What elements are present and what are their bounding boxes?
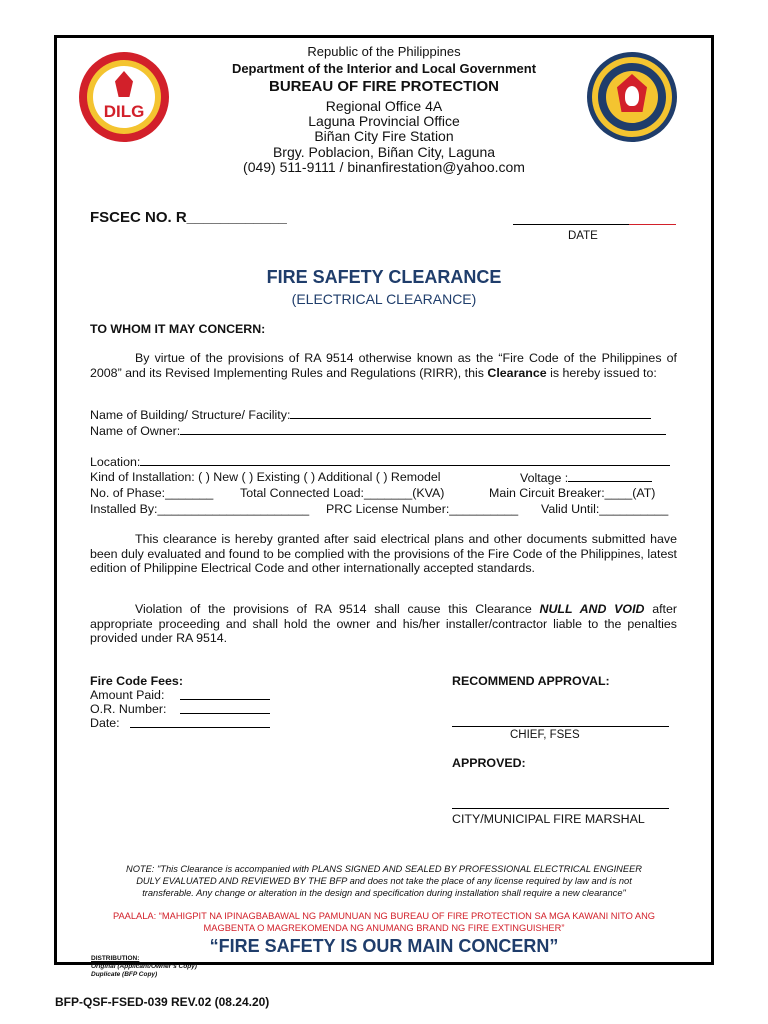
evaluation-paragraph: This clearance is hereby granted after said electrical plans and other documents submitted have been duly evaluated and found to be complied with the provisions of the Fire Code of the Philippines, latest edition of Philippine Electrical Code and other internationally accepted standards.	[90, 532, 677, 575]
location-line[interactable]	[140, 454, 670, 466]
voltage-field	[520, 470, 652, 485]
note-line-2: DULY EVALUATED AND REVIEWED BY THE BFP and does not take the place of any license required by law and is not	[136, 876, 632, 886]
owner-label: Name of Owner:	[90, 424, 181, 438]
note-line-1: NOTE: "This Clearance is accompanied with PLANS SIGNED AND SEALED BY PROFESSIONAL ELECTRICAL ENGINEER	[125, 864, 642, 874]
provincial-line: Laguna Provincial Office	[308, 113, 460, 129]
approved-label: APPROVED:	[452, 756, 526, 770]
clearance-subtitle: (ELECTRICAL CLEARANCE)	[291, 291, 477, 307]
amount-paid-label: Amount Paid:	[90, 688, 165, 702]
date-underline	[513, 224, 629, 225]
republic-line: Republic of the Philippines	[307, 44, 461, 59]
fire-marshal-label: CITY/MUNICIPAL FIRE MARSHAL	[452, 812, 645, 826]
amount-paid-line[interactable]	[180, 688, 270, 700]
load-field: Total Connected Load:_______(KVA)	[240, 486, 445, 500]
building-field	[90, 407, 651, 422]
bureau-line: BUREAU OF FIRE PROTECTION	[268, 78, 499, 95]
intro-text: By virtue of the provisions of RA 9514 otherwise known as the “Fire Code of the Philippines of 2008” and its Revised Implementing Rules and Regulations (RIRR), this	[90, 351, 677, 380]
intro-bold: Clearance	[487, 365, 547, 380]
salutation: TO WHOM IT MAY CONCERN:	[90, 322, 266, 336]
breaker-field: Main Circuit Breaker:____(AT)	[489, 486, 656, 500]
slogan: “FIRE SAFETY IS OUR MAIN CONCERN”	[209, 936, 559, 956]
fee-date-label: Date:	[90, 716, 120, 730]
form-code: BFP-QSF-FSED-039 REV.02 (08.24.20)	[55, 995, 270, 1009]
date-label: DATE	[568, 230, 598, 242]
fees-title: Fire Code Fees:	[90, 674, 183, 688]
marshal-signature-line[interactable]	[452, 808, 669, 809]
building-label: Name of Building/ Structure/ Facility:	[90, 408, 291, 422]
regional-line: Regional Office 4A	[325, 98, 443, 114]
distribution-title: DISTRIBUTION:	[91, 955, 140, 962]
intro-paragraph	[90, 351, 677, 380]
owner-field	[90, 423, 666, 438]
kind-field	[90, 470, 441, 484]
station-line: Biñan City Fire Station	[314, 128, 454, 144]
owner-line[interactable]	[180, 423, 666, 435]
installed-field: Installed By:______________________	[90, 502, 310, 516]
chief-fses-label: CHIEF, FSES	[510, 729, 580, 741]
department-line: Department of the Interior and Local Government	[231, 61, 537, 76]
violation-text: Violation of the provisions of RA 9514 shall cause this Clearance	[135, 602, 540, 616]
valid-until-field: Valid Until:__________	[541, 502, 669, 516]
building-line[interactable]	[290, 407, 651, 419]
recommend-approval-label: RECOMMEND APPROVAL:	[452, 674, 610, 688]
address-line: Brgy. Poblacion, Biñan City, Laguna	[272, 144, 496, 160]
distribution-duplicate: Duplicate (BFP Copy)	[91, 971, 158, 978]
distribution-original: Original (Applicant/Owner’s Copy)	[91, 963, 197, 970]
chief-signature-line[interactable]	[452, 726, 669, 727]
violation-bold: NULL AND VOID	[539, 602, 645, 616]
or-number-line[interactable]	[180, 702, 270, 714]
note-line-3: transferable. Any change or alteration in the design and specification during installation shall require a new clearance"	[142, 888, 626, 898]
clearance-title: FIRE SAFETY CLEARANCE	[266, 267, 502, 287]
contact-line: (049) 511-9111 / binanfirestation@yahoo.com	[243, 159, 525, 175]
violation-tail: after appropriate proceeding and shall hold the owner and his/her installer/contractor liable to the penalties provided under RA 9514.	[90, 602, 677, 645]
voltage-label: Voltage :	[520, 471, 569, 485]
fscec-number: FSCEC NO. R____________	[90, 209, 287, 226]
phase-label: No. of Phase:_______	[90, 486, 214, 500]
location-label: Location:	[90, 455, 141, 469]
violation-paragraph	[90, 602, 677, 646]
phase-field	[90, 486, 213, 500]
kind-label: Kind of Installation: ( ) New ( ) Existing ( ) Additional ( ) Remodel	[90, 470, 441, 484]
dilg-logo-text: DILG	[103, 102, 145, 121]
paalala-line-2: MAGBENTA O MAGREKOMENDA NG ANUMANG BRAND NG FIRE EXTINGUISHER”	[203, 923, 565, 933]
intro-tail: is hereby issued to:	[546, 365, 657, 380]
voltage-line[interactable]	[568, 470, 652, 482]
paalala-line-1: PAALALA: “MAHIGPIT NA IPINAGBABAWAL NG PAMUNUAN NG BUREAU OF FIRE PROTECTION SA MGA KAWANI NITO ANG	[112, 911, 656, 921]
location-field	[90, 454, 670, 469]
or-number-label: O.R. Number:	[90, 702, 167, 716]
prc-field: PRC License Number:__________	[326, 502, 519, 516]
fee-date-line[interactable]	[130, 716, 270, 728]
date-underline-red	[629, 224, 676, 225]
